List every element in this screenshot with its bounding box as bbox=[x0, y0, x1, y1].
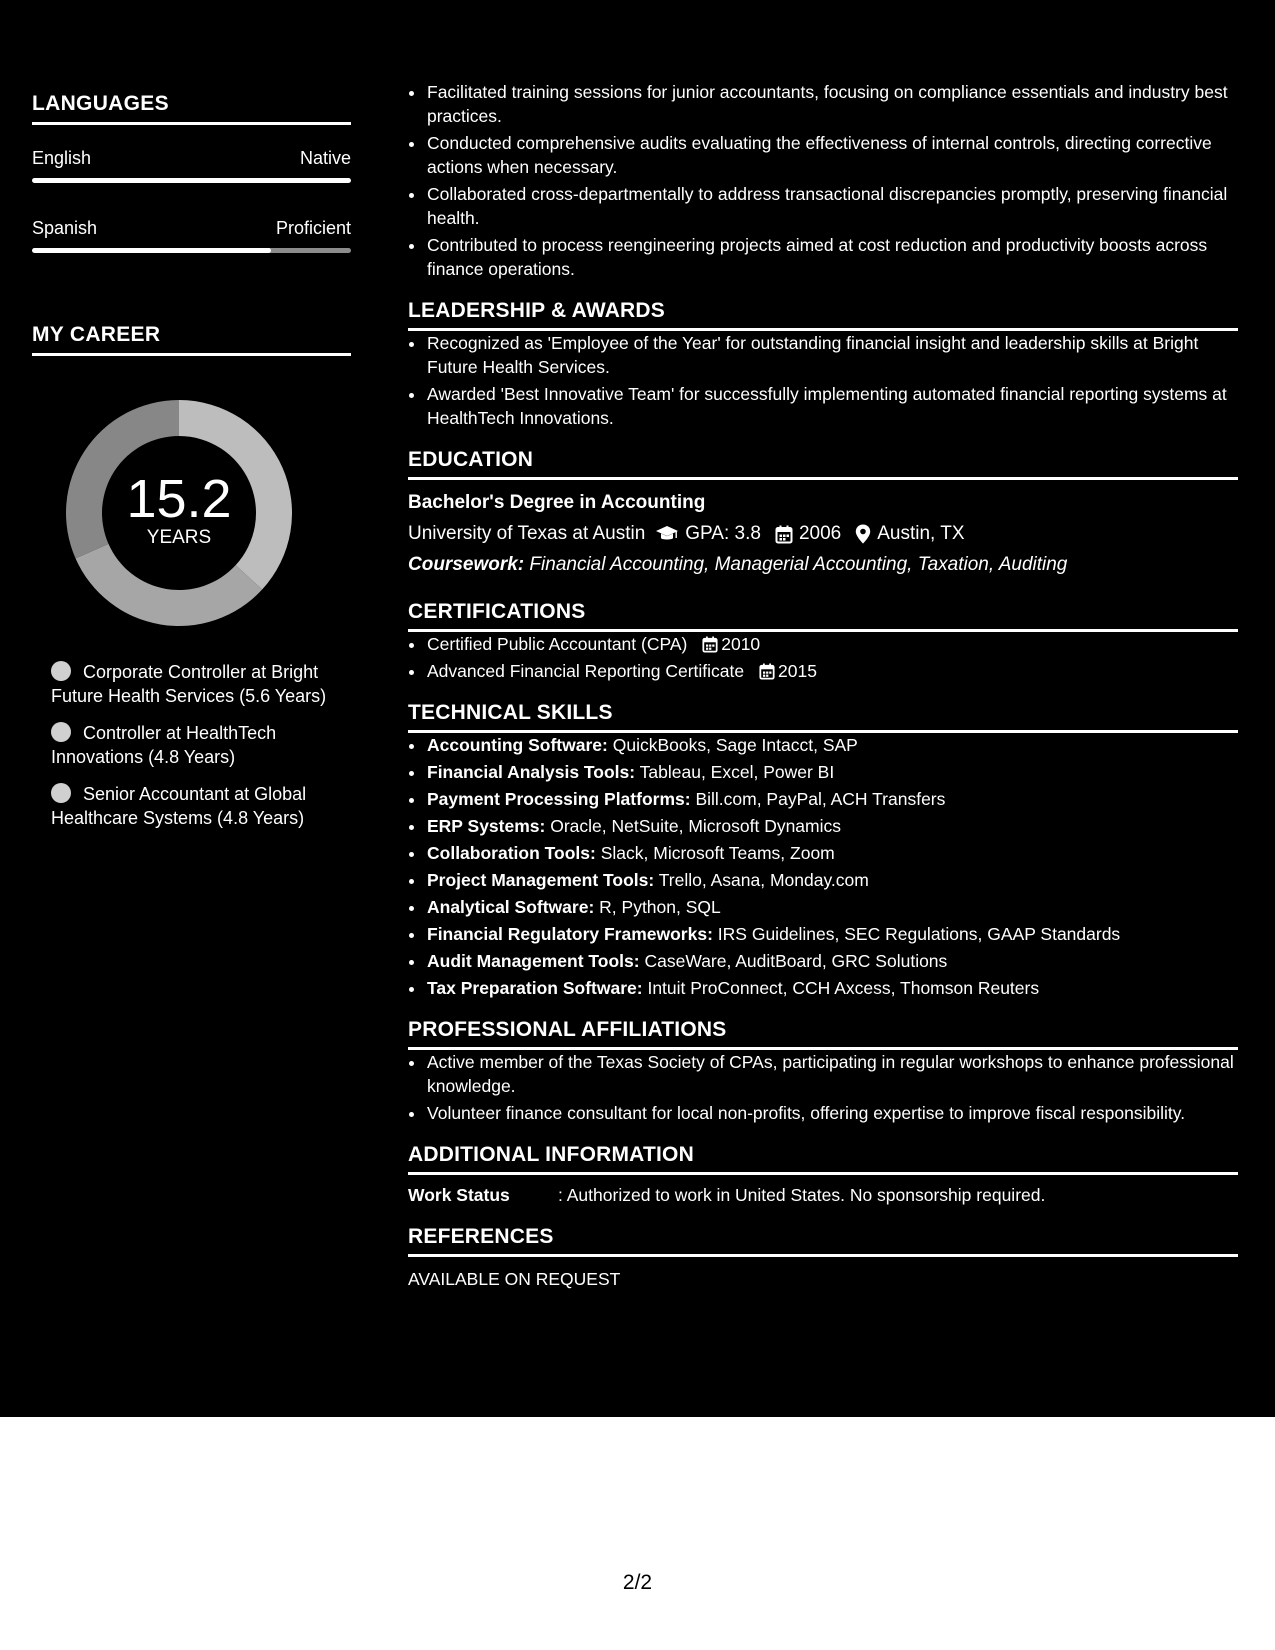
calendar-icon bbox=[759, 663, 775, 680]
skill-value: Trello, Asana, Monday.com bbox=[658, 870, 869, 890]
certification-year: 2015 bbox=[778, 661, 817, 681]
references-text: AVAILABLE ON REQUEST bbox=[408, 1269, 621, 1289]
career-legend-item bbox=[51, 660, 351, 708]
calendar-icon bbox=[775, 525, 793, 544]
language-item bbox=[32, 217, 351, 253]
career-donut-chart bbox=[66, 400, 292, 626]
legend-dot-icon bbox=[51, 722, 71, 742]
affiliations-heading: PROFESSIONAL AFFILIATIONS bbox=[408, 1018, 1238, 1050]
affiliation-item: • Active member of the Texas Society of CPAs, participating in regular workshops to enhance professional knowledge. bbox=[426, 1050, 1238, 1098]
calendar-icon bbox=[702, 636, 718, 653]
affiliations-list bbox=[408, 1050, 1238, 1125]
work-status-row bbox=[408, 1183, 1238, 1207]
language-level-bar bbox=[32, 248, 351, 253]
leadership-list bbox=[408, 331, 1238, 430]
skill-value: Slack, Microsoft Teams, Zoom bbox=[600, 843, 835, 863]
education-heading: EDUCATION bbox=[408, 448, 1238, 480]
experience-bullet: • Collaborated cross-departmentally to address transactional discrepancies promptly, preserving financial health. bbox=[426, 182, 1238, 230]
career-heading: MY CAREER bbox=[32, 323, 351, 356]
certification-name: Certified Public Accountant (CPA) bbox=[427, 634, 688, 654]
coursework-label: Coursework: bbox=[408, 554, 525, 575]
education-details bbox=[408, 521, 1238, 547]
skill-label: Tax Preparation Software: bbox=[427, 978, 643, 998]
education-degree: Bachelor's Degree in Accounting bbox=[408, 492, 706, 513]
skill-value: Intuit ProConnect, CCH Axcess, Thomson Reuters bbox=[647, 978, 1040, 998]
experience-bullet: • Contributed to process reengineering projects aimed at cost reduction and productivity boosts across finance operations. bbox=[426, 233, 1238, 281]
skill-value: Oracle, NetSuite, Microsoft Dynamics bbox=[550, 816, 842, 836]
leadership-section bbox=[408, 299, 1238, 430]
career-legend-label: Controller at HealthTech Innovations (4.8 Years) bbox=[51, 723, 277, 767]
skill-item bbox=[426, 868, 1238, 892]
skill-label: Financial Regulatory Frameworks: bbox=[427, 924, 713, 944]
experience-bullets bbox=[408, 80, 1238, 281]
skill-item bbox=[426, 976, 1238, 1000]
skill-label: ERP Systems: bbox=[427, 816, 546, 836]
skill-label: Analytical Software: bbox=[427, 897, 595, 917]
certifications-section bbox=[408, 600, 1238, 683]
left-column bbox=[32, 92, 351, 843]
skills-section bbox=[408, 701, 1238, 1000]
map-pin-icon bbox=[855, 524, 871, 544]
legend-dot-icon bbox=[51, 783, 71, 803]
skill-value: IRS Guidelines, SEC Regulations, GAAP Standards bbox=[717, 924, 1121, 944]
graduation-cap-icon bbox=[655, 525, 679, 543]
language-name: English bbox=[32, 148, 92, 168]
language-level: Proficient bbox=[275, 218, 351, 238]
certification-item bbox=[426, 632, 1238, 656]
career-total-unit: YEARS bbox=[146, 527, 212, 548]
language-item bbox=[32, 147, 351, 183]
experience-bullet: • Conducted comprehensive audits evaluating the effectiveness of internal controls, directing corrective actions when necessary. bbox=[426, 131, 1238, 179]
education-school: University of Texas at Austin bbox=[408, 523, 646, 544]
work-status-value: : Authorized to work in United States. No sponsorship required. bbox=[558, 1185, 1046, 1205]
education-year: 2006 bbox=[798, 523, 842, 544]
certification-item bbox=[426, 659, 1238, 683]
right-column bbox=[408, 80, 1238, 1291]
experience-bullet: • Facilitated training sessions for junior accountants, focusing on compliance essentials and industry best practices. bbox=[426, 80, 1238, 128]
donut-center bbox=[66, 400, 292, 626]
leadership-item: • Awarded 'Best Innovative Team' for successfully implementing automated financial reporting systems at HealthTech Innovations. bbox=[426, 382, 1238, 430]
references-heading: REFERENCES bbox=[408, 1225, 1238, 1257]
certifications-list bbox=[408, 632, 1238, 683]
skills-list bbox=[408, 733, 1238, 1000]
language-level: Native bbox=[299, 148, 351, 168]
page-number: 2/2 bbox=[622, 1571, 653, 1594]
coursework-text: Financial Accounting, Managerial Accounting, Taxation, Auditing bbox=[529, 554, 1068, 575]
certifications-heading: CERTIFICATIONS bbox=[408, 600, 1238, 632]
skill-value: QuickBooks, Sage Intacct, SAP bbox=[612, 735, 858, 755]
skill-label: Audit Management Tools: bbox=[427, 951, 640, 971]
education-location: Austin, TX bbox=[877, 523, 965, 544]
skill-value: R, Python, SQL bbox=[599, 897, 721, 917]
affiliations-section bbox=[408, 1018, 1238, 1125]
language-name: Spanish bbox=[32, 218, 98, 238]
skill-value: Bill.com, PayPal, ACH Transfers bbox=[695, 789, 946, 809]
skill-item bbox=[426, 760, 1238, 784]
leadership-heading: LEADERSHIP & AWARDS bbox=[408, 299, 1238, 331]
references-section bbox=[408, 1225, 1238, 1291]
career-legend bbox=[51, 660, 351, 830]
education-section bbox=[408, 448, 1238, 578]
skill-label: Collaboration Tools: bbox=[427, 843, 596, 863]
skill-label: Accounting Software: bbox=[427, 735, 608, 755]
skill-item bbox=[426, 787, 1238, 811]
career-total-value: 15.2 bbox=[126, 469, 232, 529]
skill-label: Financial Analysis Tools: bbox=[427, 762, 636, 782]
skill-item bbox=[426, 949, 1238, 973]
skill-item bbox=[426, 922, 1238, 946]
language-level-fill bbox=[32, 248, 271, 253]
certification-year: 2010 bbox=[721, 634, 761, 654]
skill-item bbox=[426, 895, 1238, 919]
certification-name: Advanced Financial Reporting Certificate bbox=[427, 661, 745, 681]
skill-label: Payment Processing Platforms: bbox=[427, 789, 691, 809]
career-legend-item bbox=[51, 782, 351, 830]
work-status-label: Work Status bbox=[408, 1185, 510, 1205]
skill-item bbox=[426, 841, 1238, 865]
skill-item bbox=[426, 814, 1238, 838]
education-gpa: GPA: 3.8 bbox=[685, 523, 761, 544]
additional-heading: ADDITIONAL INFORMATION bbox=[408, 1143, 1238, 1175]
skill-value: Tableau, Excel, Power BI bbox=[639, 762, 835, 782]
skill-item bbox=[426, 733, 1238, 757]
languages-heading: LANGUAGES bbox=[32, 92, 351, 125]
language-level-bar bbox=[32, 178, 351, 183]
skill-label: Project Management Tools: bbox=[427, 870, 655, 890]
affiliation-item: • Volunteer finance consultant for local non-profits, offering expertise to improve fiscal responsibility. bbox=[426, 1101, 1238, 1125]
additional-section bbox=[408, 1143, 1238, 1207]
career-legend-label: Corporate Controller at Bright Future Health Services (5.6 Years) bbox=[51, 662, 327, 706]
skill-value: CaseWare, AuditBoard, GRC Solutions bbox=[644, 951, 948, 971]
skills-heading: TECHNICAL SKILLS bbox=[408, 701, 1238, 733]
legend-dot-icon bbox=[51, 661, 71, 681]
education-coursework bbox=[408, 552, 1238, 578]
language-level-fill bbox=[32, 178, 351, 183]
career-legend-label: Senior Accountant at Global Healthcare Systems (4.8 Years) bbox=[51, 784, 307, 828]
career-legend-item bbox=[51, 721, 351, 769]
leadership-item: • Recognized as 'Employee of the Year' for outstanding financial insight and leadership skills at Bright Future Health Services. bbox=[426, 331, 1238, 379]
